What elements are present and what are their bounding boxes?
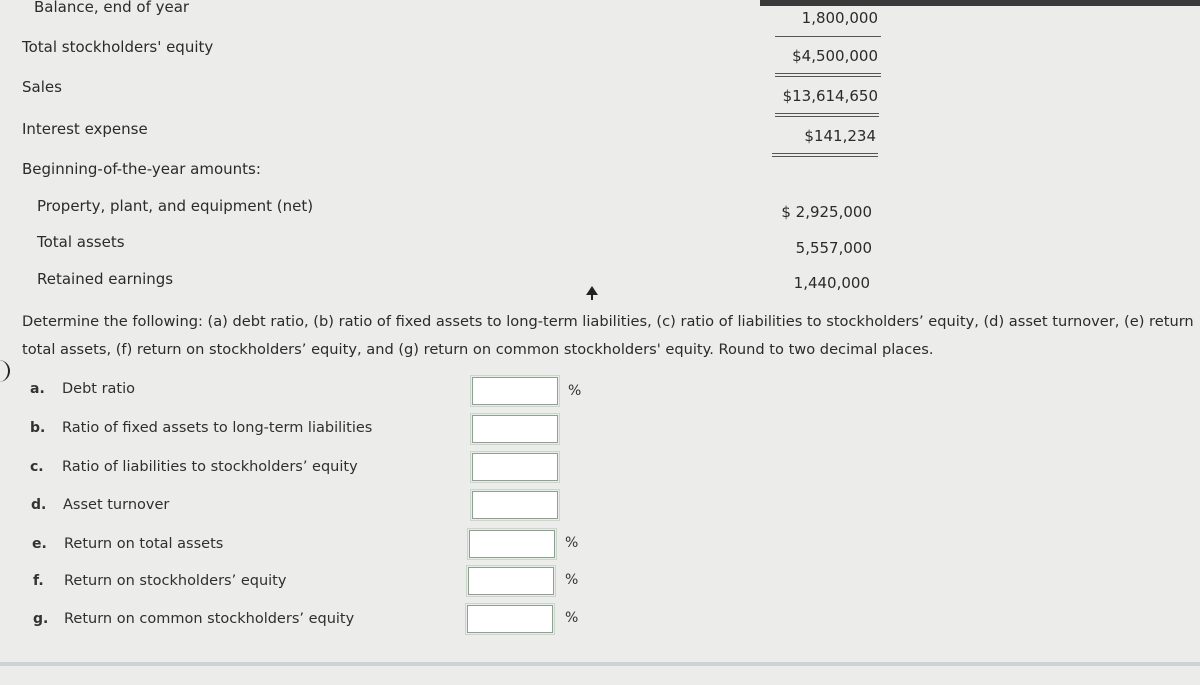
total-assets-label: Total assets <box>37 233 125 251</box>
retained-earnings-label: Retained earnings <box>37 270 174 288</box>
double-underline <box>775 73 881 77</box>
instructions-line-1: Determine the following: (a) debt ratio, (b) ratio of fixed assets to long-term liabilities, (c) ratio of liabilities to stockholders’ equity, (d) asset turnover, (e) return <box>22 313 1194 330</box>
beginning-amounts-header: Beginning-of-the-year amounts: <box>22 160 261 178</box>
ppe-value: $ 2,925,000 <box>781 203 872 221</box>
balance-end-label: Balance, end of year <box>34 0 190 16</box>
question-letter: g. <box>33 611 49 627</box>
page-edge-shape <box>0 360 10 382</box>
top-edge-bar <box>760 0 1200 6</box>
double-underline <box>772 153 878 157</box>
debt-ratio-input[interactable] <box>472 377 558 405</box>
question-label: Ratio of fixed assets to long-term liabilities <box>62 420 373 436</box>
balance-end-value: 1,800,000 <box>801 9 878 27</box>
total-assets-value: 5,557,000 <box>795 239 872 257</box>
asset-turnover-input[interactable] <box>472 491 558 519</box>
question-letter: a. <box>30 381 45 397</box>
return-common-equity-input[interactable] <box>467 605 553 633</box>
percent-unit: % <box>568 383 582 399</box>
mouse-cursor-icon <box>586 286 598 295</box>
percent-unit: % <box>565 610 579 626</box>
sales-value: $13,614,650 <box>782 87 878 105</box>
question-label: Return on common stockholders’ equity <box>64 611 355 627</box>
question-letter: f. <box>33 573 44 589</box>
instructions-line-2: total assets, (f) return on stockholders’ equity, and (g) return on common stockholders' equity. Round to two decimal places. <box>22 341 934 358</box>
total-equity-value: $4,500,000 <box>792 47 878 65</box>
return-total-assets-input[interactable] <box>469 530 555 558</box>
question-label: Return on stockholders’ equity <box>64 573 287 589</box>
question-label: Debt ratio <box>62 381 136 397</box>
percent-unit: % <box>565 572 579 588</box>
total-equity-label: Total stockholders' equity <box>22 38 214 56</box>
question-letter: e. <box>32 536 47 552</box>
question-label: Return on total assets <box>64 536 224 552</box>
question-letter: b. <box>30 420 46 436</box>
bottom-divider <box>0 662 1200 666</box>
single-underline <box>775 36 881 37</box>
interest-expense-value: $141,234 <box>804 127 876 145</box>
double-underline <box>775 113 879 117</box>
ppe-label: Property, plant, and equipment (net) <box>37 197 314 215</box>
question-label: Ratio of liabilities to stockholders’ equity <box>62 459 358 475</box>
retained-earnings-value: 1,440,000 <box>793 274 870 292</box>
question-letter: c. <box>30 459 44 475</box>
interest-expense-label: Interest expense <box>22 120 148 138</box>
question-letter: d. <box>31 497 47 513</box>
percent-unit: % <box>565 535 579 551</box>
return-equity-input[interactable] <box>468 567 554 595</box>
fixed-assets-ratio-input[interactable] <box>472 415 558 443</box>
liabilities-equity-ratio-input[interactable] <box>472 453 558 481</box>
sales-label: Sales <box>22 78 62 96</box>
question-label: Asset turnover <box>63 497 170 513</box>
